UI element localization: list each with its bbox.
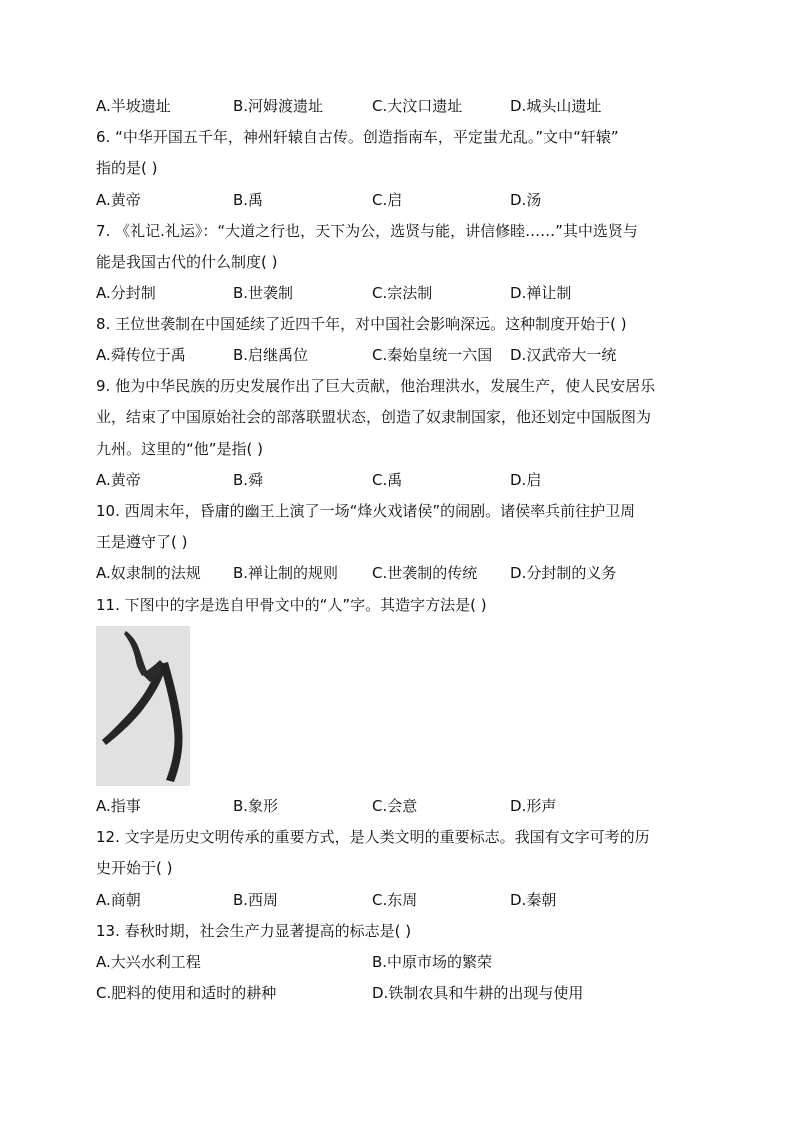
q10-option-d: D.分封制的义务 — [510, 564, 617, 582]
q8-stem-line-1: 8. 王位世袭制在中国延续了近四千年，对中国社会影响深远。这种制度开始于( ) — [96, 315, 627, 333]
q12-stem-line-1: 12. 文字是历史文明传承的重要方式，是人类文明的重要标志。我国有文字可考的历 — [96, 828, 650, 846]
q10-option-b: B.禅让制的规则 — [233, 564, 339, 582]
q7-stem-line-1: 7. 《礼记.礼运》：“大道之行也，天下为公，选贤与能，讲信修睦……”其中选贤与 — [96, 222, 638, 240]
q13-option-b: B.中原市场的繁荣 — [372, 953, 493, 971]
q6-option-b: B.禹 — [233, 191, 264, 209]
q9-stem-line-1: 9. 他为中华民族的历史发展作出了巨大贡献，他治理洪水，发展生产，使人民安居乐 — [96, 377, 656, 395]
q9-option-d: D.启 — [510, 471, 542, 489]
q7-stem-line-2: 能是我国古代的什么制度( ) — [96, 253, 278, 271]
q9-stem-line-2: 业，结束了中国原始社会的部落联盟状态，创造了奴隶制国家，他还划定中国版图为 — [96, 408, 652, 426]
q5-option-d: D.城头山遗址 — [510, 97, 602, 115]
oracle-bone-ren-glyph — [96, 626, 190, 786]
q10-stem-line-1: 10. 西周末年，昏庸的幽王上演了一场“烽火戏诸侯”的闹剧。诸侯率兵前往护卫周 — [96, 502, 636, 520]
q10-stem-line-2: 王是遵守了( ) — [96, 533, 188, 551]
q12-option-a: A.商朝 — [96, 891, 141, 909]
q8-option-d: D.汉武帝大一统 — [510, 346, 617, 364]
q6-option-d: D.汤 — [510, 191, 542, 209]
q5-option-b: B.河姆渡遗址 — [233, 97, 324, 115]
q6-stem-line-1: 6. “中华开国五千年，神州轩辕自古传。创造指南车，平定蚩尤乱。”文中“轩辕” — [96, 128, 619, 146]
q10-option-a: A.奴隶制的法规 — [96, 564, 201, 582]
q12-option-c: C.东周 — [372, 891, 418, 909]
q11-option-c: C.会意 — [372, 797, 418, 815]
q11-option-d: D.形声 — [510, 797, 557, 815]
q7-option-b: B.世袭制 — [233, 284, 294, 302]
q12-option-d: D.秦朝 — [510, 891, 557, 909]
q5-option-a: A.半坡遗址 — [96, 97, 171, 115]
q7-option-d: D.禅让制 — [510, 284, 572, 302]
q5-option-c: C.大汶口遗址 — [372, 97, 463, 115]
q12-stem-line-2: 史开始于( ) — [96, 859, 173, 877]
q6-option-a: A.黄帝 — [96, 191, 141, 209]
q10-option-c: C.世袭制的传统 — [372, 564, 478, 582]
q9-option-a: A.黄帝 — [96, 471, 141, 489]
q6-stem-line-2: 指的是( ) — [96, 159, 158, 177]
q8-option-b: B.启继禹位 — [233, 346, 309, 364]
oracle-bone-ren-character-image — [96, 626, 190, 786]
q11-option-a: A.指事 — [96, 797, 141, 815]
q12-option-b: B.西周 — [233, 891, 279, 909]
q13-option-d: D.铁制农具和牛耕的出现与使用 — [372, 984, 584, 1002]
q11-option-b: B.象形 — [233, 797, 279, 815]
q9-option-c: C.禹 — [372, 471, 403, 489]
q9-stem-line-3: 九州。这里的“他”是指( ) — [96, 440, 264, 458]
q8-option-a: A.舜传位于禹 — [96, 346, 186, 364]
q13-stem-line-1: 13. 春秋时期，社会生产力显著提高的标志是( ) — [96, 922, 412, 940]
q13-option-a: A.大兴水利工程 — [96, 953, 201, 971]
q6-option-c: C.启 — [372, 191, 403, 209]
q11-stem-line-1: 11. 下图中的字是选自甲骨文中的“人”字。其造字方法是( ) — [96, 596, 487, 614]
q7-option-a: A.分封制 — [96, 284, 156, 302]
q9-option-b: B.舜 — [233, 471, 264, 489]
q7-option-c: C.宗法制 — [372, 284, 433, 302]
q8-option-c: C.秦始皇统一六国 — [372, 346, 493, 364]
q13-option-c: C.肥料的使用和适时的耕种 — [96, 984, 277, 1002]
